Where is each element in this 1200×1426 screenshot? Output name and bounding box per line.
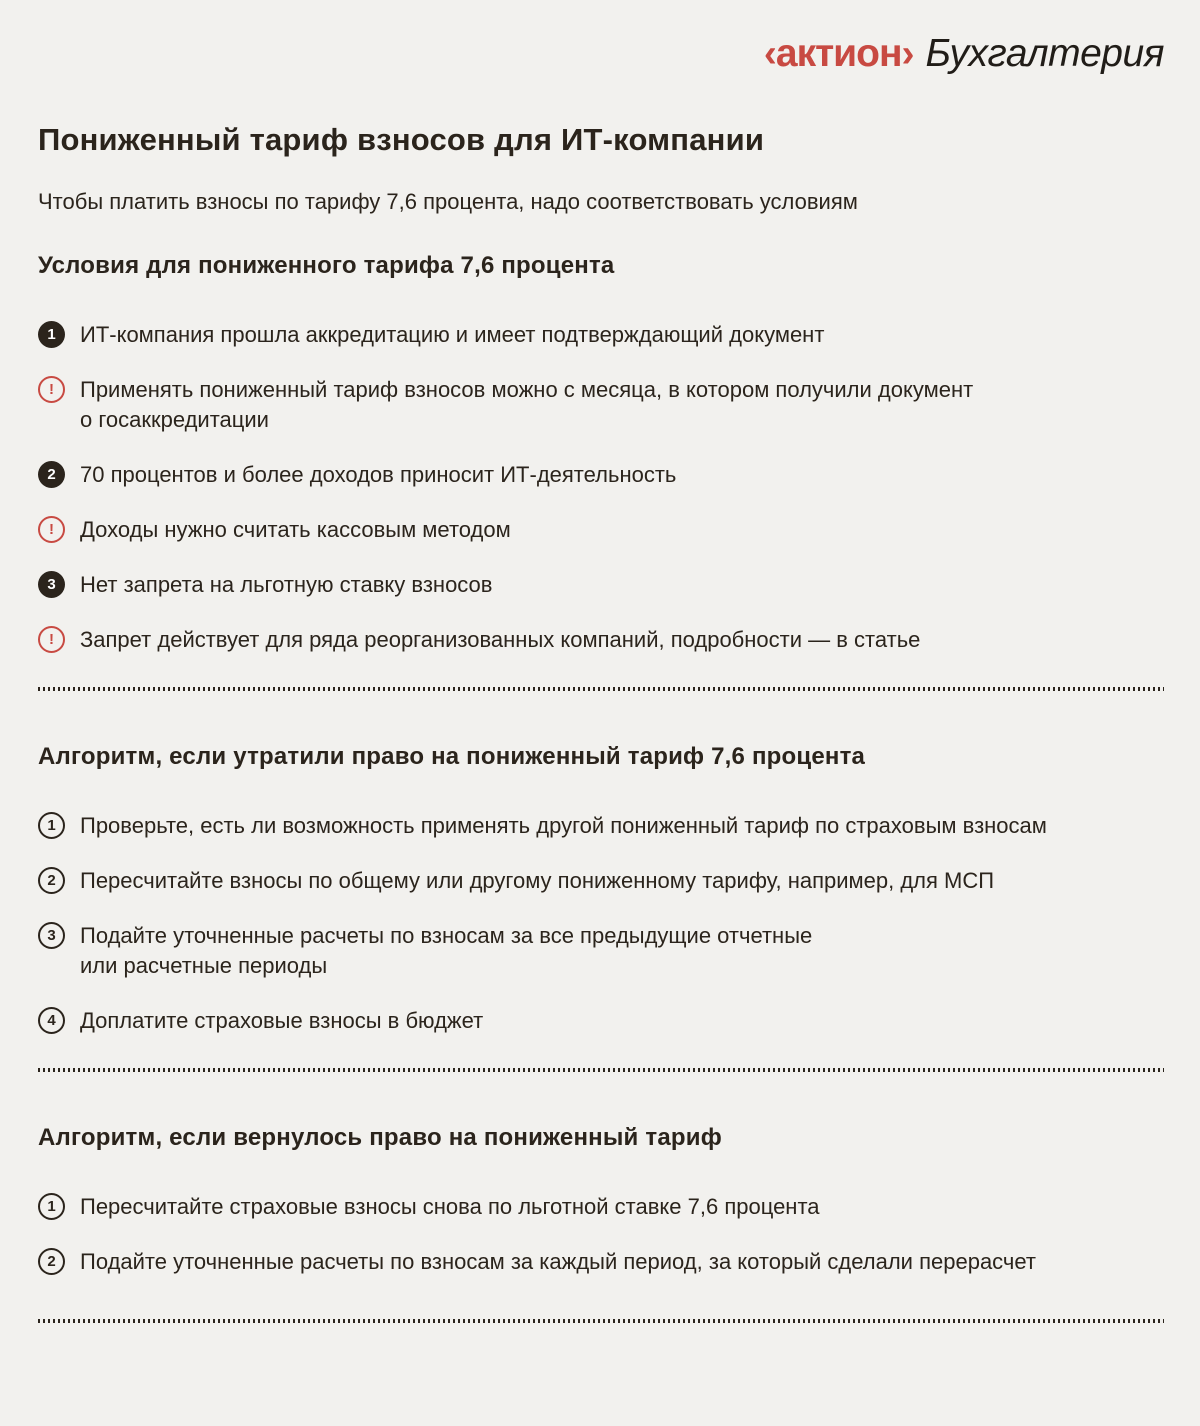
section-conditions-items	[38, 320, 1164, 655]
list-item-text: Пересчитайте страховые взносы снова по льготной ставке 7,6 процента	[80, 1194, 820, 1219]
step-number-outline-badge: 2	[38, 1248, 65, 1275]
list-item-text: Доходы нужно считать кассовым методом	[80, 517, 511, 542]
list-item	[38, 625, 1164, 655]
list-item-text: Запрет действует для ряда реорганизованных компаний, подробности — в статье	[80, 627, 921, 652]
step-number-badge: 1	[38, 321, 65, 348]
page-subtitle: Чтобы платить взносы по тарифу 7,6 процента, надо соответствовать условиям	[38, 189, 858, 214]
section-algorithm-right-returned-heading: Алгоритм, если вернулось право на пониженный тариф	[38, 1124, 722, 1151]
list-item-text-line2: о госаккредитации	[80, 407, 269, 432]
list-item	[38, 515, 1164, 545]
list-item-text: Нет запрета на льготную ставку взносов	[80, 572, 493, 597]
list-item	[38, 375, 1164, 435]
section-algorithm-right-returned	[38, 1124, 1164, 1277]
section-conditions-heading: Условия для пониженного тарифа 7,6 процента	[38, 252, 615, 279]
list-item-text: Проверьте, есть ли возможность применять другой пониженный тариф по страховым взносам	[80, 813, 1047, 838]
step-number-outline-badge: 2	[38, 867, 65, 894]
list-item	[38, 460, 1164, 490]
aktion-logo	[764, 32, 1164, 76]
list-item-text: Пересчитайте взносы по общему или другому пониженному тарифу, например, для МСП	[80, 868, 995, 893]
warning-icon: !	[38, 376, 65, 403]
list-item-text-line2: или расчетные периоды	[80, 953, 328, 978]
list-item-text: Применять пониженный тариф взносов можно с месяца, в котором получили документ	[80, 377, 974, 402]
list-item	[38, 1247, 1164, 1277]
brand-bar	[38, 32, 1164, 82]
list-item	[38, 811, 1164, 841]
section-algorithm-lost-right-items	[38, 811, 1164, 1036]
step-number-outline-badge: 3	[38, 922, 65, 949]
list-item-text: Подайте уточненные расчеты по взносам за каждый период, за который сделали перерасчет	[80, 1249, 1036, 1274]
list-item	[38, 320, 1164, 350]
page-title: Пониженный тариф взносов для ИТ-компании	[38, 122, 765, 157]
step-number-outline-badge: 4	[38, 1007, 65, 1034]
dotted-divider	[38, 687, 1164, 691]
list-item	[38, 1006, 1164, 1036]
step-number-badge: 2	[38, 461, 65, 488]
step-number-outline-badge: 1	[38, 1193, 65, 1220]
list-item	[38, 921, 1164, 981]
warning-icon: !	[38, 626, 65, 653]
dotted-divider	[38, 1319, 1164, 1323]
warning-icon: !	[38, 516, 65, 543]
aktion-brand-wordmark: ‹актион›	[763, 32, 914, 75]
list-item-text: Подайте уточненные расчеты по взносам за все предыдущие отчетные	[80, 923, 813, 948]
section-algorithm-right-returned-items	[38, 1192, 1164, 1277]
step-number-badge: 3	[38, 571, 65, 598]
list-item	[38, 570, 1164, 600]
list-item-text: Доплатите страховые взносы в бюджет	[80, 1008, 484, 1033]
aktion-product-name: Бухгалтерия	[925, 32, 1164, 75]
list-item-text: 70 процентов и более доходов приносит ИТ-деятельность	[80, 462, 677, 487]
list-item	[38, 866, 1164, 896]
dotted-divider	[38, 1068, 1164, 1072]
section-algorithm-lost-right	[38, 743, 1164, 1036]
list-item	[38, 1192, 1164, 1222]
step-number-outline-badge: 1	[38, 812, 65, 839]
section-algorithm-lost-right-heading: Алгоритм, если утратили право на пониженный тариф 7,6 процента	[38, 743, 866, 770]
section-conditions	[38, 252, 1164, 655]
list-item-text: ИТ-компания прошла аккредитацию и имеет подтверждающий документ	[80, 322, 825, 347]
